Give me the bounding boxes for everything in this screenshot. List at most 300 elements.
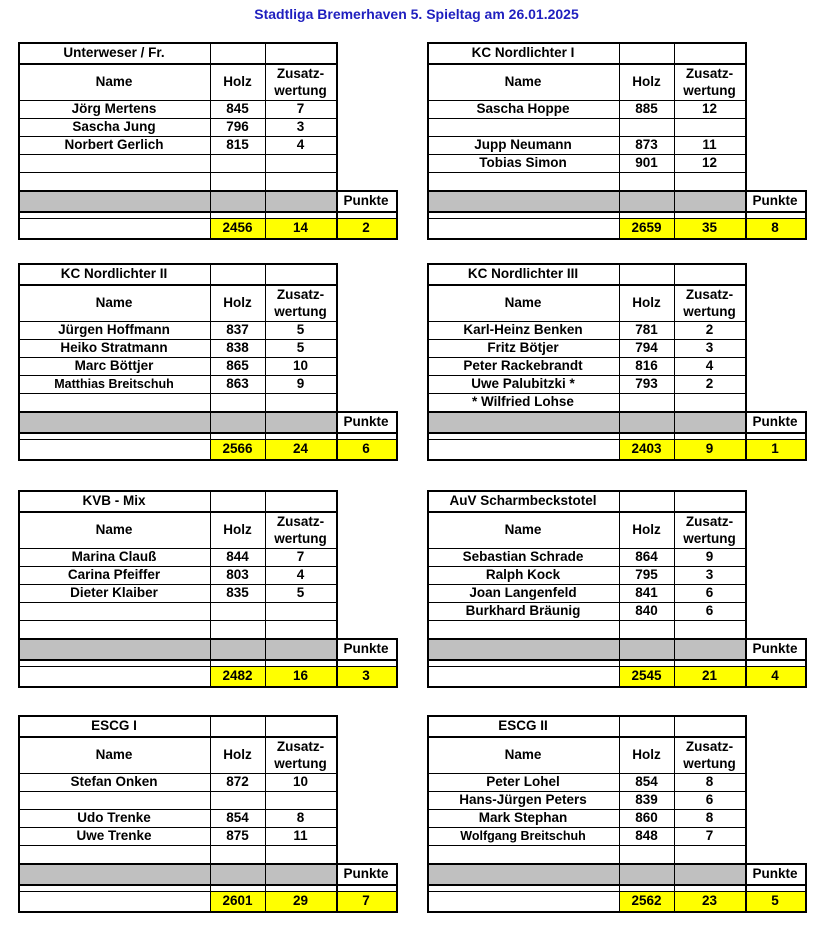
player-zusatzwertung: 11 [702,137,717,152]
grid-line [18,190,396,192]
grid-line [18,891,396,892]
name-header: Name [95,522,133,537]
player-zusatzwertung [265,602,336,620]
grid-line [805,190,807,240]
player-name: Jörg Mertens [71,101,157,116]
team-name: KC Nordlichter II [60,266,168,281]
punkte-value: 7 [336,891,396,911]
grid-line [18,154,336,155]
player-zusatzwertung: 8 [705,810,714,825]
player-zusatzwertung: 12 [701,155,718,170]
zusatzwertung-header-line2: wertung [683,304,736,319]
player-holz: 841 [635,585,658,600]
team-result-table [18,715,398,919]
player-name: Sebastian Schrade [462,549,584,564]
player-holz: 854 [635,774,658,789]
grid-line [745,263,747,461]
grid-line [427,393,745,394]
grid-line [18,100,336,101]
zusatzwertung-header-line1: Zusatz- [685,287,734,302]
grid-line [427,284,745,286]
total-holz: 2545 [619,666,674,686]
grid-line [427,154,745,155]
zusatzwertung-header-line1: Zusatz- [276,66,325,81]
punkte-value: 3 [336,666,396,686]
player-name [18,620,210,638]
team-result-table [427,715,807,919]
team-name: ESCG I [91,718,137,733]
grid-line [427,218,805,219]
punkte-value: 1 [745,439,805,459]
player-name: Ralph Kock [485,567,561,582]
player-zusatzwertung: 8 [705,774,714,789]
separator-bar [427,190,745,211]
total-zusatzwertung: 29 [265,891,336,911]
player-zusatzwertung: 8 [296,810,305,825]
separator-bar [427,411,745,432]
grid-line [427,911,805,913]
total-zusatzwertung: 35 [674,218,745,238]
separator-bar [18,863,336,884]
grid-line [18,809,336,810]
page-title: Stadtliga Bremerhaven 5. Spieltag am 26.01.2025 [254,6,579,22]
grid-line [427,686,805,688]
grid-line [427,659,805,661]
zusatzwertung-header-line1: Zusatz- [276,287,325,302]
player-holz: 864 [635,549,658,564]
punkte-label: Punkte [343,193,389,208]
player-holz: 815 [226,137,249,152]
grid-line [619,490,620,688]
player-holz: 854 [226,810,249,825]
player-holz: 835 [226,585,249,600]
grid-line [18,218,396,219]
grid-line [18,490,20,688]
player-holz: 901 [635,155,658,170]
grid-line [427,211,805,213]
zusatzwertung-header-line2: wertung [683,531,736,546]
player-holz [210,154,265,172]
grid-line [18,884,396,886]
player-holz: 863 [226,376,249,391]
punkte-value: 2 [336,218,396,238]
player-zusatzwertung: 5 [296,340,305,355]
grid-line [18,845,336,846]
player-zusatzwertung: 2 [705,376,714,391]
player-holz [619,393,674,411]
player-zusatzwertung: 4 [296,137,305,152]
grid-line [427,411,805,413]
team-name: KC Nordlichter I [471,45,575,60]
name-header: Name [504,74,542,89]
player-holz: 803 [226,567,249,582]
player-name [427,845,619,863]
grid-line [427,566,745,567]
grid-line [396,863,398,913]
punkte-label: Punkte [752,193,798,208]
player-name: Hans-Jürgen Peters [459,792,587,807]
team-name: ESCG II [498,718,548,733]
grid-line [427,238,805,240]
grid-line [427,827,745,828]
player-name [427,172,619,190]
team-result-table [18,490,398,694]
grid-line [265,715,266,913]
zusatzwertung-header-line1: Zusatz- [685,739,734,754]
grid-line [745,715,747,913]
total-holz: 2456 [210,218,265,238]
grid-line [210,42,211,240]
grid-line [18,339,336,340]
grid-line [427,118,745,119]
player-name: Peter Rackebrandt [463,358,583,373]
grid-line [427,791,745,792]
player-zusatzwertung [265,845,336,863]
player-holz: 872 [226,774,249,789]
holz-header: Holz [632,295,661,310]
grid-line [805,638,807,688]
grid-line [427,736,745,738]
player-holz: 837 [226,322,249,337]
player-zusatzwertung [674,118,745,136]
player-name: Carina Pfeiffer [67,567,161,582]
punkte-label: Punkte [752,414,798,429]
grid-line [674,715,675,913]
player-name [427,118,619,136]
player-holz: 796 [226,119,249,134]
grid-line [674,263,675,461]
grid-line [427,136,745,137]
player-zusatzwertung: 4 [296,567,305,582]
team-result-table [427,42,807,246]
grid-line [427,100,745,101]
holz-header: Holz [632,522,661,537]
holz-header: Holz [223,74,252,89]
grid-line [18,357,336,358]
player-zusatzwertung: 10 [292,774,309,789]
player-name: Marina Clauß [71,549,157,564]
player-zusatzwertung: 5 [296,322,305,337]
grid-line [18,638,396,640]
player-holz [619,845,674,863]
grid-line [745,490,747,688]
player-holz [210,393,265,411]
player-name [18,172,210,190]
grid-line [427,439,805,440]
grid-line [18,548,336,549]
holz-header: Holz [632,74,661,89]
total-zusatzwertung: 14 [265,218,336,238]
grid-line [427,490,745,492]
grid-line [18,686,396,688]
player-zusatzwertung [265,172,336,190]
grid-line [427,42,745,44]
zusatzwertung-header-line2: wertung [274,304,327,319]
separator-bar [18,190,336,211]
player-holz [619,172,674,190]
grid-line [427,459,805,461]
total-zusatzwertung: 24 [265,439,336,459]
player-zusatzwertung: 9 [296,376,305,391]
grid-line [18,393,336,394]
grid-line [396,638,398,688]
player-holz: 860 [635,810,658,825]
zusatzwertung-header-line1: Zusatz- [685,66,734,81]
grid-line [396,411,398,461]
team-result-table [427,263,807,467]
grid-line [18,118,336,119]
player-zusatzwertung [674,172,745,190]
player-holz: 840 [635,603,658,618]
player-holz: 848 [635,828,658,843]
grid-line [427,190,805,192]
player-zusatzwertung: 7 [705,828,714,843]
player-holz: 845 [226,101,249,116]
player-zusatzwertung: 3 [296,119,305,134]
separator-bar [427,638,745,659]
zusatzwertung-header-line2: wertung [274,531,327,546]
player-holz [210,791,265,809]
grid-line [18,284,336,286]
player-name: Wolfgang Breitschuh [460,829,586,843]
name-header: Name [95,747,133,762]
grid-line [427,620,745,621]
grid-line [18,375,336,376]
grid-line [427,666,805,667]
grid-line [427,511,745,513]
player-holz: 885 [635,101,658,116]
grid-line [336,715,338,913]
player-name: Burkhard Bräunig [465,603,581,618]
zusatzwertung-header-line1: Zusatz- [276,739,325,754]
player-zusatzwertung [265,393,336,411]
player-name: Dieter Klaiber [70,585,158,600]
grid-line [18,715,20,913]
player-zusatzwertung: 6 [705,585,714,600]
player-holz: 795 [635,567,658,582]
holz-header: Holz [223,295,252,310]
separator-bar [18,411,336,432]
grid-line [18,827,336,828]
grid-line [18,620,336,621]
grid-line [18,439,396,440]
player-holz [619,118,674,136]
player-zusatzwertung: 7 [296,101,305,116]
player-name: Heiko Stratmann [60,340,168,355]
grid-line [427,172,745,173]
player-zusatzwertung: 9 [705,549,714,564]
grid-line [427,63,745,65]
grid-line [18,791,336,792]
player-name: Uwe Palubitzki * [471,376,575,391]
player-holz: 873 [635,137,658,152]
punkte-value: 6 [336,439,396,459]
team-name: AuV Scharmbeckstotel [449,493,597,508]
holz-header: Holz [223,747,252,762]
team-result-table [18,263,398,467]
player-name: Uwe Trenke [76,828,152,843]
player-zusatzwertung: 5 [296,585,305,600]
player-name: Tobias Simon [479,155,567,170]
player-holz [210,602,265,620]
player-holz: 781 [635,322,658,337]
player-holz: 875 [226,828,249,843]
grid-line [427,638,805,640]
player-zusatzwertung: 6 [705,792,714,807]
player-holz: 844 [226,549,249,564]
zusatzwertung-header-line1: Zusatz- [276,514,325,529]
player-name: Mark Stephan [478,810,568,825]
zusatzwertung-header-line2: wertung [683,756,736,771]
player-name: Fritz Bötjer [487,340,559,355]
grid-line [18,321,336,322]
punkte-label: Punkte [752,866,798,881]
grid-line [619,263,620,461]
total-holz: 2659 [619,218,674,238]
grid-line [18,659,396,661]
total-zusatzwertung: 9 [674,439,745,459]
player-zusatzwertung: 4 [705,358,714,373]
player-holz: 793 [635,376,658,391]
grid-line [745,42,747,240]
grid-line [427,891,805,892]
grid-line [674,42,675,240]
player-name: * Wilfried Lohse [472,394,574,409]
grid-line [805,863,807,913]
grid-line [18,63,336,65]
grid-line [427,602,745,603]
punkte-label: Punkte [752,641,798,656]
player-name: Joan Langenfeld [469,585,577,600]
grid-line [427,490,429,688]
grid-line [427,773,745,774]
grid-line [427,263,745,265]
punkte-value: 8 [745,218,805,238]
player-holz: 839 [635,792,658,807]
total-zusatzwertung: 23 [674,891,745,911]
player-name: Norbert Gerlich [64,137,164,152]
grid-line [336,263,338,461]
player-name: Jupp Neumann [474,137,572,152]
grid-line [427,42,429,240]
grid-line [619,42,620,240]
player-zusatzwertung: 6 [705,603,714,618]
holz-header: Holz [223,522,252,537]
grid-line [210,263,211,461]
name-header: Name [504,295,542,310]
grid-line [427,548,745,549]
player-name: Udo Trenke [77,810,151,825]
name-header: Name [504,522,542,537]
separator-bar [18,638,336,659]
player-holz: 865 [226,358,249,373]
grid-line [18,42,20,240]
grid-line [18,584,336,585]
grid-line [265,263,266,461]
grid-line [265,490,266,688]
grid-line [396,190,398,240]
team-result-table [18,42,398,246]
player-holz [210,172,265,190]
grid-line [18,459,396,461]
grid-line [18,432,396,434]
grid-line [18,263,336,265]
grid-line [427,432,805,434]
grid-line [18,42,336,44]
grid-line [18,490,336,492]
grid-line [427,339,745,340]
grid-line [427,845,745,846]
grid-line [674,490,675,688]
total-holz: 2482 [210,666,265,686]
player-holz: 794 [635,340,658,355]
total-zusatzwertung: 21 [674,666,745,686]
player-zusatzwertung [674,620,745,638]
player-zusatzwertung: 7 [296,549,305,564]
grid-line [18,511,336,513]
grid-line [18,666,396,667]
grid-line [427,375,745,376]
grid-line [805,411,807,461]
grid-line [427,584,745,585]
player-zusatzwertung: 11 [293,828,308,843]
grid-line [427,357,745,358]
team-name: KVB - Mix [82,493,146,508]
punkte-value: 5 [745,891,805,911]
player-holz: 838 [226,340,249,355]
player-name [18,791,210,809]
total-holz: 2601 [210,891,265,911]
grid-line [427,321,745,322]
player-name: Sascha Jung [72,119,156,134]
player-zusatzwertung: 2 [705,322,714,337]
grid-line [619,715,620,913]
grid-line [18,566,336,567]
zusatzwertung-header-line2: wertung [683,83,736,98]
player-name [18,602,210,620]
grid-line [427,884,805,886]
player-zusatzwertung: 3 [705,340,714,355]
player-name: Matthias Breitschuh [54,377,174,391]
punkte-label: Punkte [343,414,389,429]
grid-line [18,411,396,413]
player-holz [619,620,674,638]
zusatzwertung-header-line1: Zusatz- [685,514,734,529]
punkte-label: Punkte [343,641,389,656]
player-holz [210,620,265,638]
player-name [18,393,210,411]
player-zusatzwertung [674,845,745,863]
zusatzwertung-header-line2: wertung [274,756,327,771]
player-name [18,154,210,172]
team-result-table [427,490,807,694]
grid-line [18,263,20,461]
player-zusatzwertung [674,393,745,411]
grid-line [18,715,336,717]
name-header: Name [504,747,542,762]
zusatzwertung-header-line2: wertung [274,83,327,98]
grid-line [427,263,429,461]
grid-line [427,863,805,865]
holz-header: Holz [632,747,661,762]
player-holz [210,845,265,863]
grid-line [18,863,396,865]
player-name [18,845,210,863]
separator-bar [427,863,745,884]
total-zusatzwertung: 16 [265,666,336,686]
grid-line [336,42,338,240]
grid-line [18,136,336,137]
